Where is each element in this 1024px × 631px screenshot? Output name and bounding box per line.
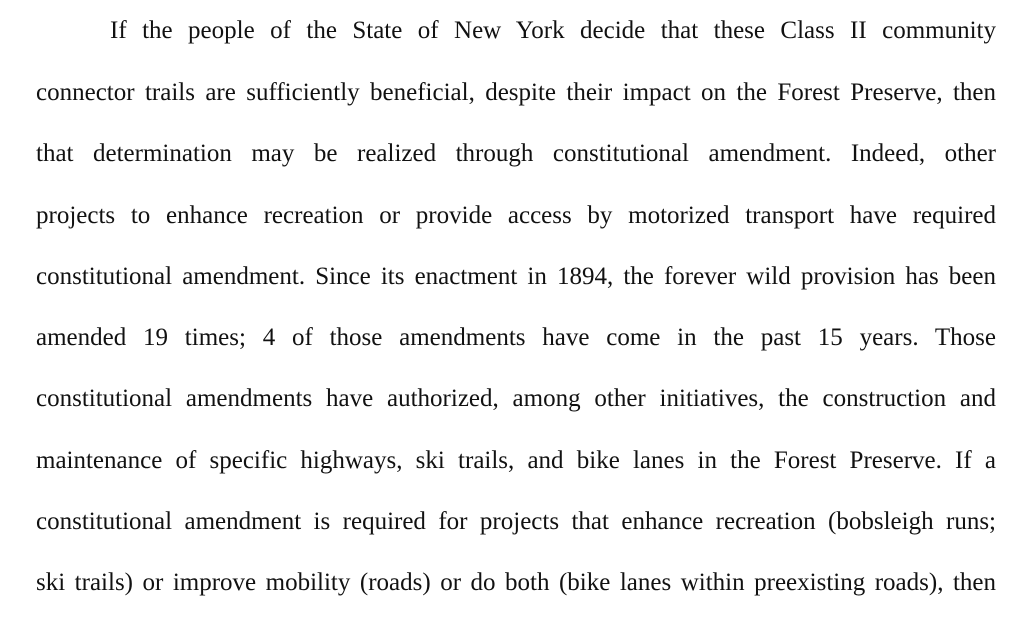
paragraph-line: If the people of the State of New York decide that these Class II community [110, 17, 996, 44]
paragraph-line: constitutional amendments have authorized, among other initiatives, the construction and [36, 385, 996, 412]
paragraph-line: amended 19 times; 4 of those amendments have come in the past 15 years. Those [36, 324, 996, 351]
paragraph-line: projects to enhance recreation or provide access by motorized transport have required [36, 202, 996, 229]
paragraph-line: ski trails) or improve mobility (roads) or do both (bike lanes within preexisting roads), then [36, 569, 996, 596]
paragraph-line: constitutional amendment. Since its enactment in 1894, the forever wild provision has been [36, 263, 996, 290]
paragraph-line: connector trails are sufficiently beneficial, despite their impact on the Forest Preserve, then [36, 79, 996, 106]
paragraph-line: constitutional amendment is required for projects that enhance recreation (bobsleigh runs; [36, 508, 996, 535]
paragraph-line: that determination may be realized through constitutional amendment. Indeed, other [36, 140, 996, 167]
document-page [36, 0, 996, 631]
paragraph-line: maintenance of specific highways, ski trails, and bike lanes in the Forest Preserve. If a [36, 447, 996, 474]
